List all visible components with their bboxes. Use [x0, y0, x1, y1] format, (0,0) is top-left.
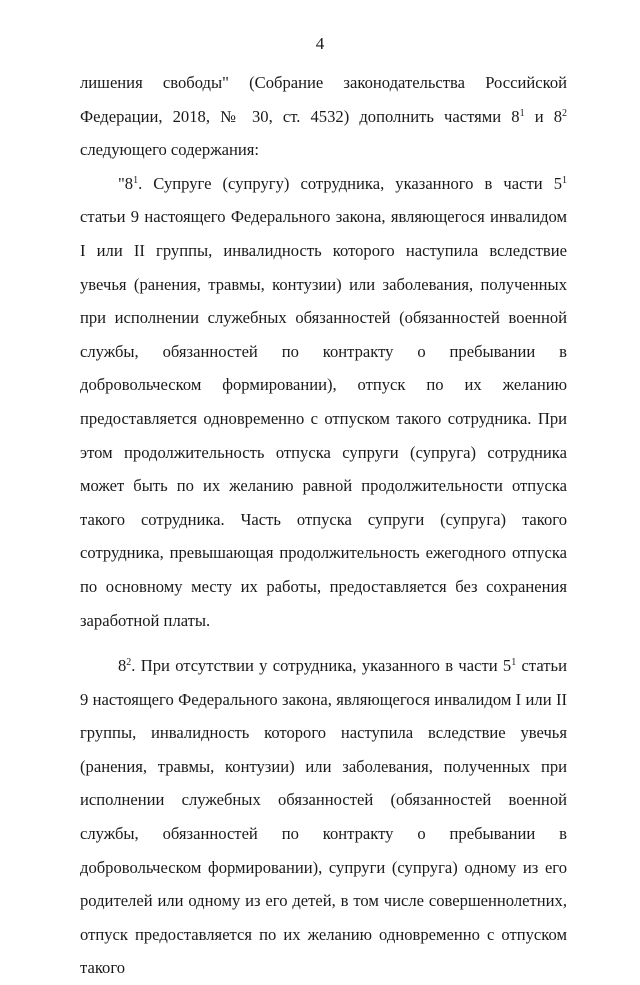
part-8-1-text-2: статьи 9 настоящего Федерального закона, являющегося инвалидом I или II группы, инвалидность которого наступила вследствие увечья (ранения, травмы, контузии) или заболевания, полученных при исполнении служебных обязанностей (обязанностей военной службы, обязанностей по контракту о пребывании в добровольческом формировании), отпуск по их желанию предоставляется одновременно с отпуском такого сотрудника. При этом продолжительность отпуска супруги (супруга) сотрудника может быть по их желанию равной продолжительности отпуска такого сотрудника. Часть отпуска супруги (супруга) такого сотрудника, превышающая продолжительность ежегодного отпуска по основному месту их работы, предоставляется без сохранения заработной платы.	[80, 207, 567, 630]
part-8-1-number: "8	[118, 173, 134, 193]
part-8-1-paragraph	[80, 167, 567, 637]
part-8-2-number: 8	[118, 656, 127, 676]
intro-text-1: лишения свободы" (Собрание законодательства Российской Федерации, 2018, № 30, ст. 4532) дополнить частями 8	[80, 73, 567, 126]
part-8-2-ref-superscript: 1	[511, 657, 517, 669]
part-8-2-paragraph	[80, 649, 567, 985]
part-8-1-superscript: 1	[133, 174, 139, 186]
intro-paragraph	[80, 66, 567, 167]
part-8-2-superscript: 2	[126, 657, 132, 669]
part-8-1-ref-superscript: 1	[562, 174, 567, 186]
document-body	[80, 66, 567, 985]
part-8-2-text-1: . При отсутствии у сотрудника, указанного в части 5	[131, 656, 512, 676]
intro-text-3: следующего содержания:	[80, 140, 260, 160]
part-8-2-text-2: статьи 9 настоящего Федерального закона, являющегося инвалидом I или II группы, инвалидность которого наступила вследствие увечья (ранения, травмы, контузии) или заболевания, полученных при исполнении служебных обязанностей (обязанностей военной службы, обязанностей по контракту о пребывании в добровольческом формировании), супруги (супруга) одному из его родителей или одному из его детей, в том числе совершеннолетних, отпуск предоставляется по их желанию одновременно с отпуском такого	[80, 656, 567, 978]
page-number: 4	[315, 34, 325, 53]
part-8-1-text-1: . Супруге (супругу) сотрудника, указанного в части 5	[138, 173, 562, 193]
intro-text-2: и 8	[524, 106, 562, 126]
intro-superscript-1: 1	[519, 107, 525, 119]
intro-superscript-2: 2	[562, 107, 567, 119]
